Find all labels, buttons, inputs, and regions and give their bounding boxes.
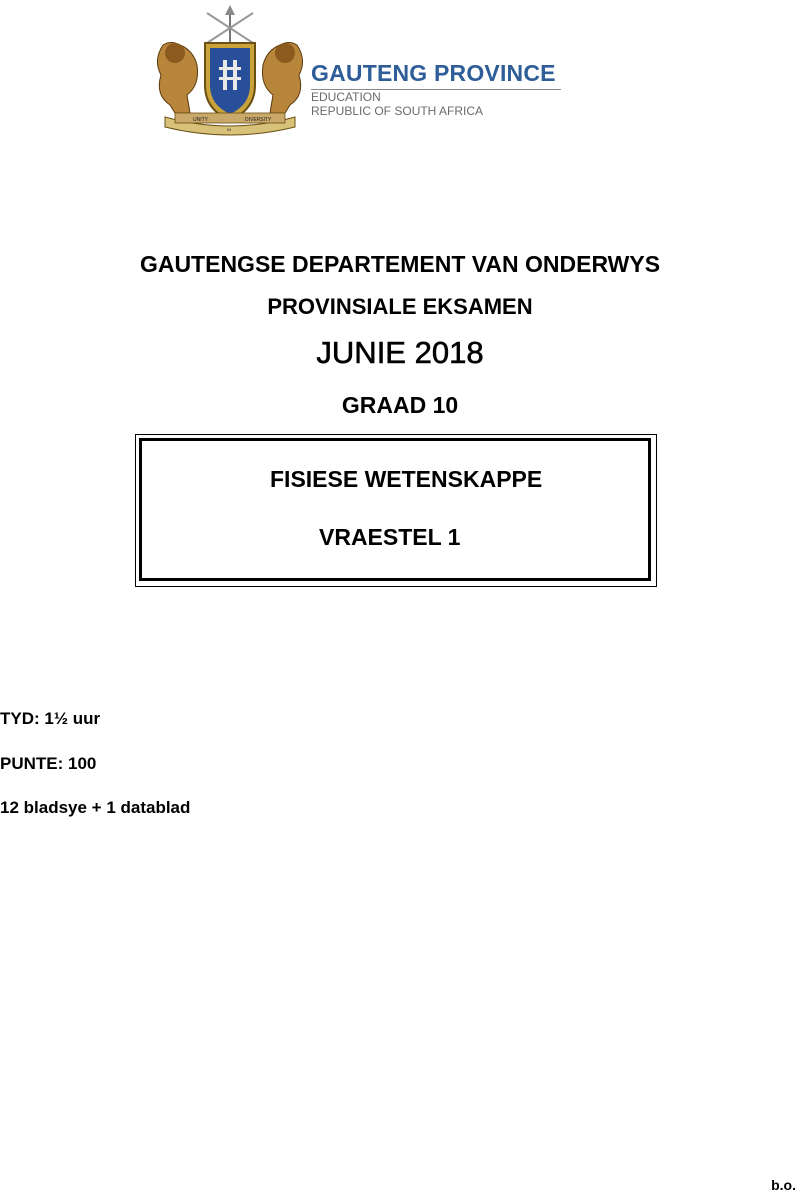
coat-of-arms-icon <box>145 5 315 140</box>
session-heading: JUNIE 2018 <box>316 335 484 370</box>
province-name: GAUTENG PROVINCE <box>311 60 556 86</box>
logo-country: REPUBLIC OF SOUTH AFRICA <box>311 104 484 118</box>
paper-number: VRAESTEL 1 <box>319 524 461 550</box>
grade-heading: GRAAD 10 <box>341 392 459 418</box>
logo-text <box>311 60 561 118</box>
turn-over-note: b.o. <box>771 1177 796 1193</box>
subject-box <box>139 438 651 581</box>
exam-marks: PUNTE: 100 <box>0 754 97 773</box>
department-heading: GAUTENGSE DEPARTEMENT VAN ONDERWYS <box>139 251 661 277</box>
exam-heading: PROVINSIALE EKSAMEN <box>267 294 533 319</box>
logo-department: EDUCATION <box>311 90 381 104</box>
motto-diversity: DIVERSITY <box>245 117 272 123</box>
subject-title: FISIESE WETENSKAPPE <box>270 466 543 492</box>
motto-unity: UNITY <box>193 117 208 123</box>
page-count: 12 bladsye + 1 datablad <box>0 798 191 817</box>
exam-time: TYD: 1½ uur <box>0 709 101 728</box>
motto-in: IN <box>227 127 231 132</box>
